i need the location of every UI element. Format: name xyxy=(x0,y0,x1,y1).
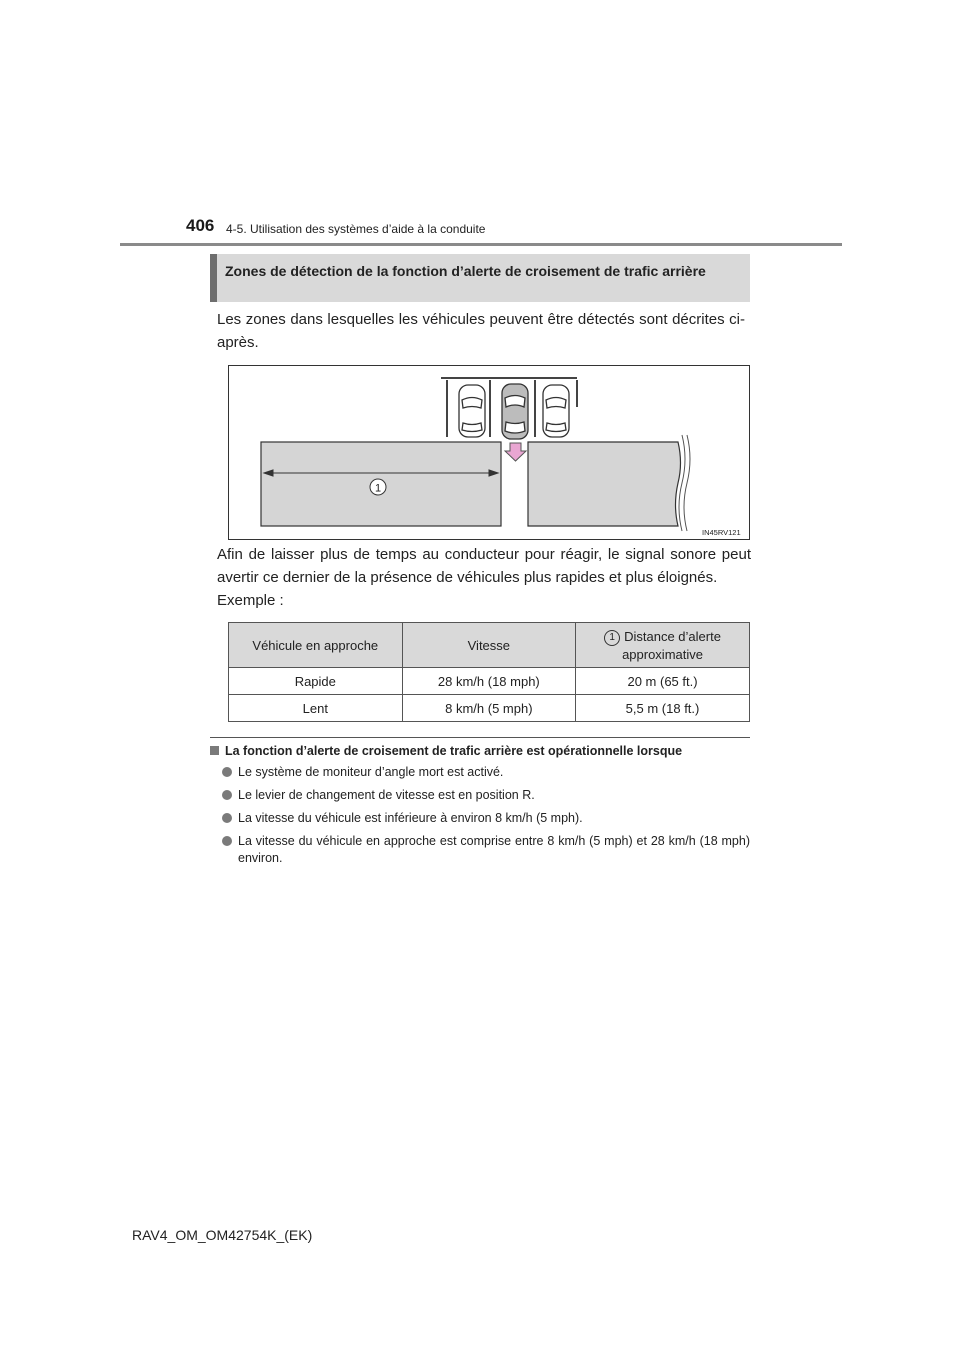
table-cell: 28 km/h (18 mph) xyxy=(402,668,575,695)
list-item xyxy=(222,833,750,867)
header-distance-label: Distance d’alerte approximative xyxy=(622,628,721,662)
list-item xyxy=(222,764,750,781)
list-item-text: Le système de moniteur d’angle mort est activé. xyxy=(238,765,504,779)
bullet-icon xyxy=(222,790,232,800)
header-callout-number: 1 xyxy=(604,630,620,646)
alert-distance-table xyxy=(228,622,750,722)
bullet-icon xyxy=(222,836,232,846)
list-item-text: Le levier de changement de vitesse est en position R. xyxy=(238,788,535,802)
list-item-text: La vitesse du véhicule en approche est comprise entre 8 km/h (5 mph) et 28 km/h (18 mph) environ. xyxy=(238,834,750,865)
parked-car-left xyxy=(459,385,485,437)
square-bullet-icon xyxy=(210,746,219,755)
table-row xyxy=(229,668,750,695)
list-item-text: La vitesse du véhicule est inférieure à environ 8 km/h (5 mph). xyxy=(238,811,583,825)
table-cell: Rapide xyxy=(229,668,403,695)
detection-zone-illustration xyxy=(228,365,750,540)
list-item xyxy=(222,810,750,827)
conditions-heading-text: La fonction d’alerte de croisement de trafic arrière est opérationnelle lorsque xyxy=(225,744,683,758)
header-distance xyxy=(576,623,750,668)
table-cell: 8 km/h (5 mph) xyxy=(402,695,575,722)
intro-paragraph: Les zones dans lesquelles les véhicules peuvent être détectés sont décrites ci-après. xyxy=(217,311,745,351)
bullet-icon xyxy=(222,813,232,823)
section-heading: Zones de détection de la fonction d’alerte de croisement de trafic arrière xyxy=(210,254,750,302)
body-paragraph: Afin de laisser plus de temps au conducteur pour réagir, le signal sonore peut avertir ce dernier de la présence de véhicules plus rapides et plus éloignés. xyxy=(217,546,751,586)
header-vehicle: Véhicule en approche xyxy=(229,623,403,668)
footer-doc-code: RAV4_OM_OM42754K_(EK) xyxy=(132,1227,313,1243)
example-label: Exemple : xyxy=(217,592,284,609)
table-header-row xyxy=(229,623,750,668)
list-item xyxy=(222,787,750,804)
table-row xyxy=(229,695,750,722)
page-number: 406 xyxy=(186,216,215,235)
conditions-heading xyxy=(210,744,750,758)
conditions-divider xyxy=(210,737,750,738)
section-reference: 4-5. Utilisation des systèmes d’aide à la conduite xyxy=(226,222,486,236)
header-divider xyxy=(120,243,842,246)
image-code: IN45RV121 xyxy=(702,528,741,537)
detection-zone-right xyxy=(528,442,681,526)
parked-car-right xyxy=(543,385,569,437)
table-cell: Lent xyxy=(229,695,403,722)
conditions-list xyxy=(222,764,750,873)
reversing-car xyxy=(502,384,528,439)
callout-number: 1 xyxy=(374,482,382,495)
table-cell: 20 m (65 ft.) xyxy=(576,668,750,695)
header-speed: Vitesse xyxy=(402,623,575,668)
table-cell: 5,5 m (18 ft.) xyxy=(576,695,750,722)
bullet-icon xyxy=(222,767,232,777)
